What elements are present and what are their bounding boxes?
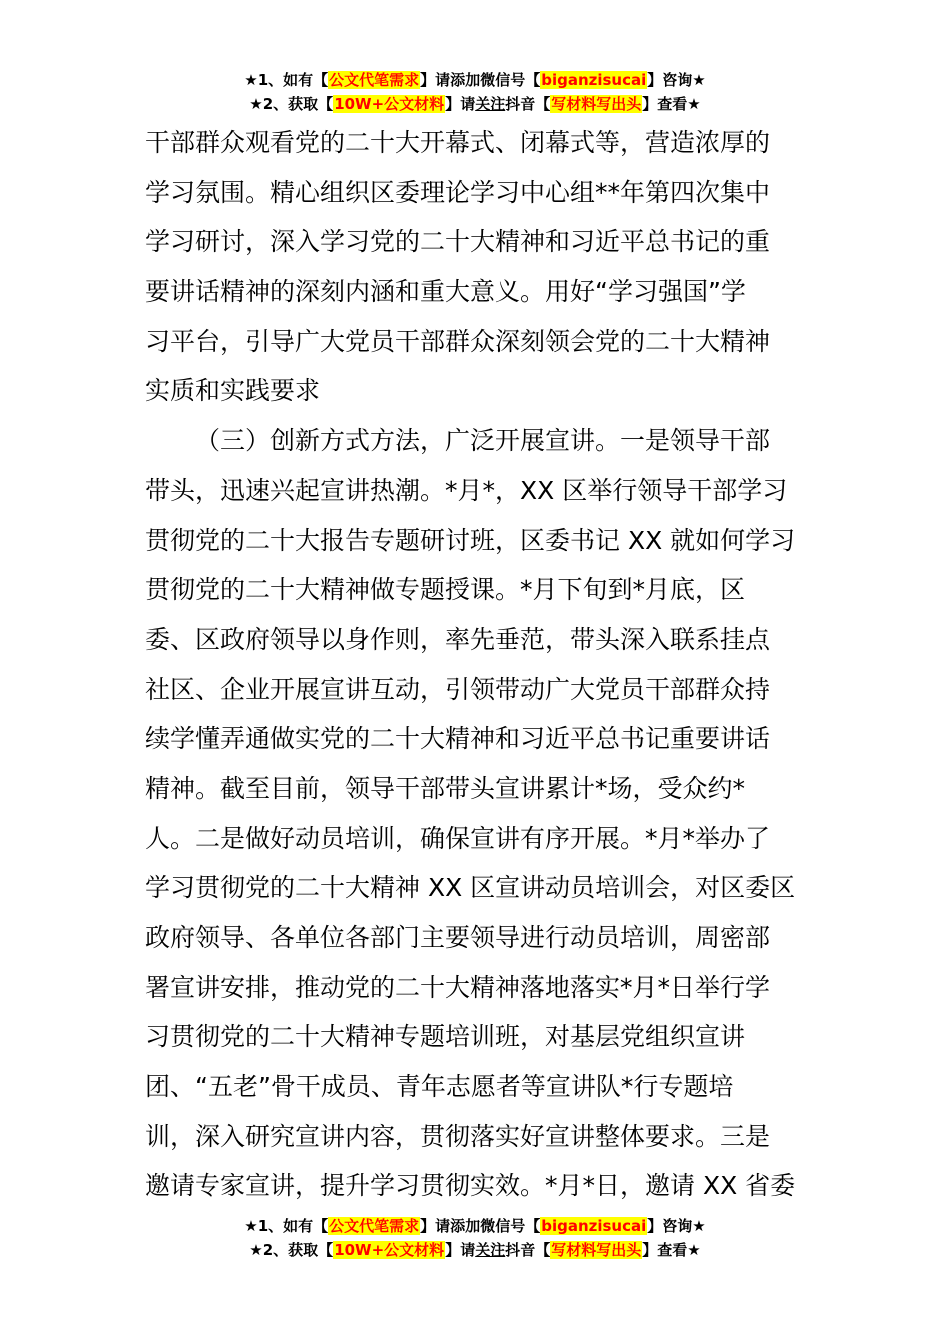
body-line: 续学懂弄通做实党的二十大精神和习近平总书记重要讲话 <box>145 724 771 754</box>
wechat-id-highlight: biganzisucai <box>541 1217 647 1235</box>
document-body <box>145 118 807 1211</box>
header-banner <box>0 68 950 116</box>
footer-line-1-wechat-label: 微信号【 <box>480 1217 541 1235</box>
body-line: 委、区政府领导以身作则，率先垂范，带头深入联系挂点 <box>145 624 771 654</box>
footer-line-2-emph: 关注 <box>475 1241 506 1259</box>
header-line-2-mid: 】请 <box>445 95 476 113</box>
body-line: 学习贯彻党的二十大精神 XX 区宣讲动员培训会，对区委区 <box>145 873 796 903</box>
ghostwriting-highlight: 公文代笔需求 <box>329 71 420 89</box>
wechat-id-highlight: biganzisucai <box>541 71 647 89</box>
footer-line-2-suffix: 】查看★ <box>642 1241 701 1259</box>
body-line: 团、“五老”骨干成员、青年志愿者等宣讲队*行专题培 <box>145 1072 734 1102</box>
header-line-2 <box>0 92 950 116</box>
body-line: 学习氛围。精心组织区委理论学习中心组**年第四次集中 <box>145 177 771 207</box>
header-line-2-suffix: 】查看★ <box>642 95 701 113</box>
body-line: 干部群众观看党的二十大开幕式、闭幕式等，营造浓厚的 <box>145 128 771 157</box>
ghostwriting-highlight: 公文代笔需求 <box>329 1217 420 1235</box>
footer-line-1-suffix: 】咨询★ <box>647 1217 706 1235</box>
body-line: 带头，迅速兴起宣讲热潮。*月*，XX 区举行领导干部学习 <box>145 475 788 505</box>
footer-line-2 <box>0 1238 950 1262</box>
header-line-2-douyin-label: 抖音【 <box>505 95 551 113</box>
materials-highlight: 10W+公文材料 <box>334 95 445 113</box>
body-line: 贯彻党的二十大报告专题研讨班，区委书记 XX 就如何学习 <box>145 525 796 555</box>
footer-line-2-douyin-label: 抖音【 <box>505 1241 551 1259</box>
body-line: 邀请专家宣讲，提升学习贯彻实效。*月*日，邀请 XX 省委 <box>145 1171 796 1201</box>
header-line-1-emph: 加 <box>465 71 481 89</box>
header-line-1-prefix: ★1、如有【 <box>244 71 329 89</box>
body-line: 贯彻党的二十大精神做专题授课。*月下旬到*月底，区 <box>145 575 746 605</box>
douyin-account-highlight: 写材料写出头 <box>551 95 642 113</box>
section-heading-line: （三）创新方式方法，广泛开展宣讲。一是领导干部 <box>195 426 771 456</box>
footer-line-1-prefix: ★1、如有【 <box>244 1217 329 1235</box>
body-line: 人。二是做好动员培训，确保宣讲有序开展。*月*举办了 <box>145 823 771 853</box>
body-line: 署宣讲安排，推动党的二十大精神落地落实*月*日举行学 <box>145 972 771 1002</box>
body-line: 习平台，引导广大党员干部群众深刻领会党的二十大精神 <box>145 326 771 356</box>
materials-highlight: 10W+公文材料 <box>334 1241 445 1259</box>
body-line: 实质和实践要求 <box>145 376 321 406</box>
body-line: 精神。截至目前，领导干部带头宣讲累计*场，受众约* <box>145 773 746 803</box>
header-line-1-mid: 】请添 <box>420 71 466 89</box>
header-line-2-prefix: ★2、获取【 <box>249 95 334 113</box>
body-line: 政府领导、各单位各部门主要领导进行动员培训，周密部 <box>145 923 771 952</box>
footer-line-1 <box>0 1214 950 1238</box>
body-line: 要讲话精神的深刻内涵和重大意义。用好“学习强国”学 <box>145 277 746 307</box>
footer-line-2-mid: 】请 <box>445 1241 476 1259</box>
body-line: 学习研讨，深入学习党的二十大精神和习近平总书记的重 <box>145 227 771 257</box>
header-line-1-suffix: 】咨询★ <box>647 71 706 89</box>
footer-line-1-mid: 】请添 <box>420 1217 466 1235</box>
footer-line-1-emph: 加 <box>465 1217 481 1235</box>
body-line: 训，深入研究宣讲内容，贯彻落实好宣讲整体要求。三是 <box>145 1121 771 1151</box>
footer-line-2-prefix: ★2、获取【 <box>249 1241 334 1259</box>
header-line-2-emph: 关注 <box>475 95 506 113</box>
header-line-1 <box>0 68 950 92</box>
footer-banner <box>0 1214 950 1262</box>
body-line: 习贯彻党的二十大精神专题培训班，对基层党组织宣讲 <box>145 1022 746 1052</box>
body-line: 社区、企业开展宣讲互动，引领带动广大党员干部群众持 <box>145 674 771 704</box>
douyin-account-highlight: 写材料写出头 <box>551 1241 642 1259</box>
header-line-1-wechat-label: 微信号【 <box>480 71 541 89</box>
